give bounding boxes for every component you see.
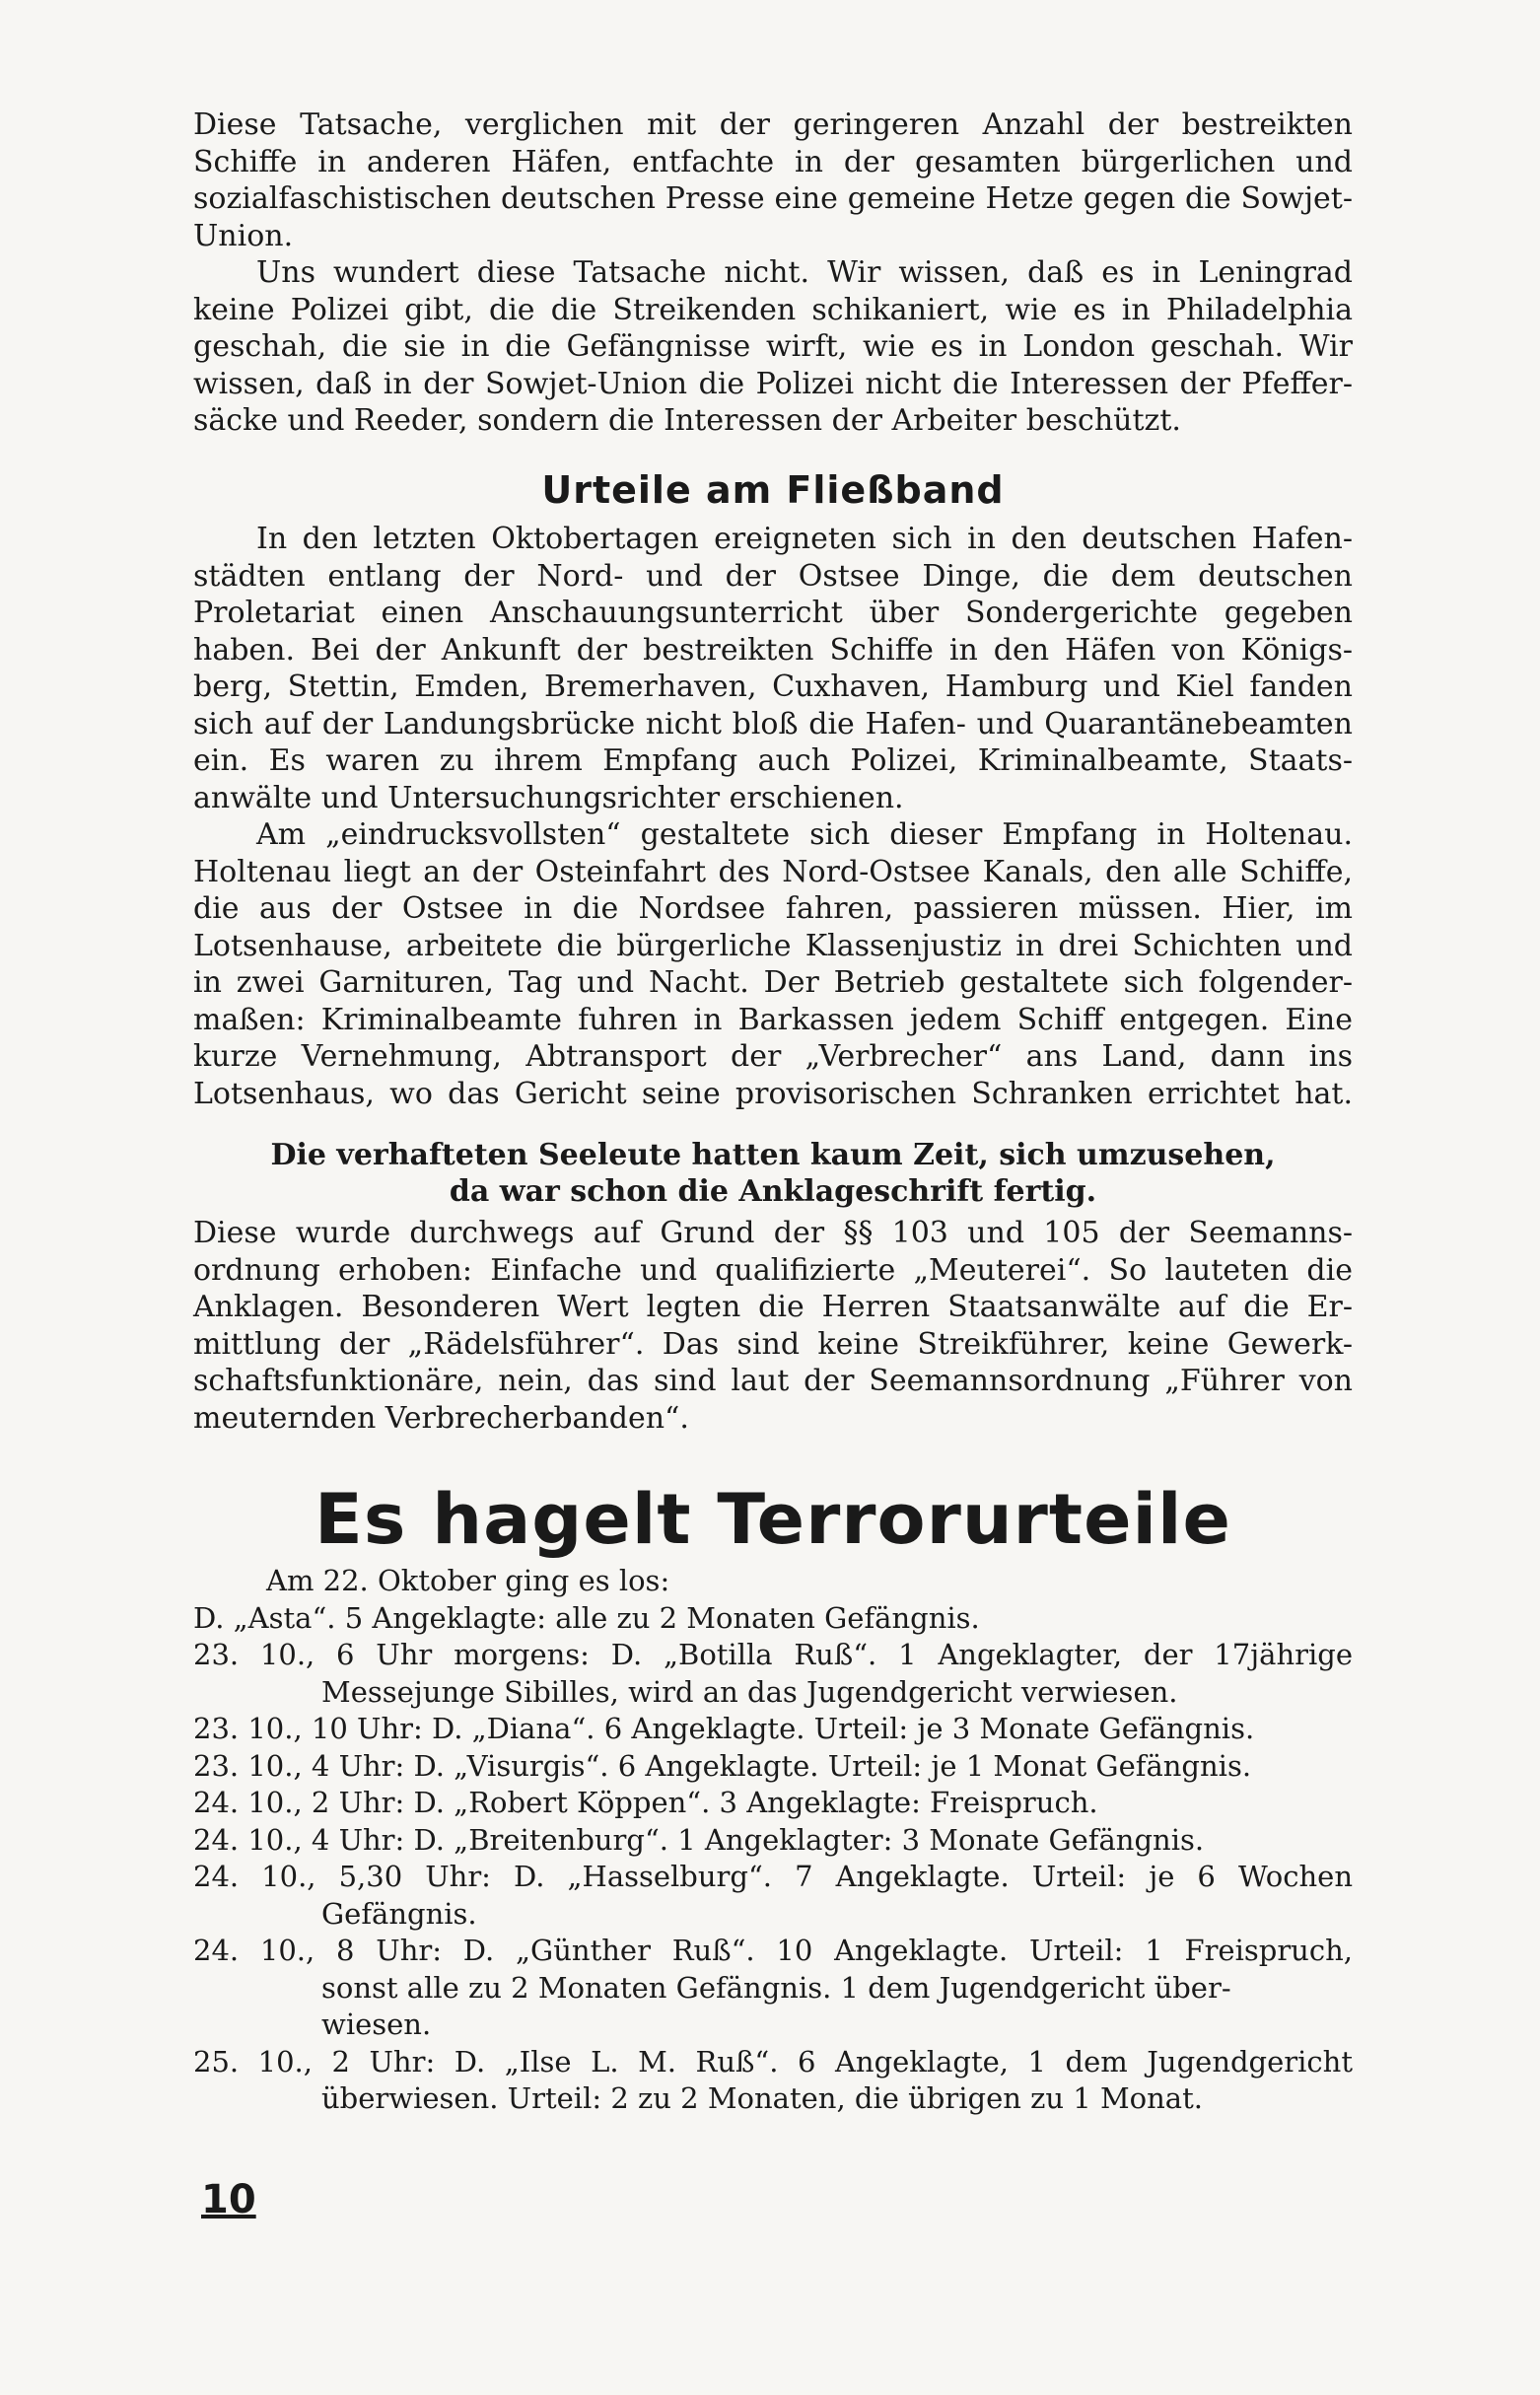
list-item: 24. 10., 5,30 Uhr: D. „Hasselburg“. 7 Angeklagte. Urteil: je 6 Wochen	[193, 1860, 1353, 1893]
paragraph-block-2	[193, 521, 1353, 1112]
section-heading-terrorurteile: Es hagelt Terrorurteile	[315, 1479, 1231, 1560]
list-item-continuation: sonst alle zu 2 Monaten Gefängnis. 1 dem Jugendgericht über-	[321, 1970, 1231, 2005]
list-intro: Am 22. Oktober ging es los:	[266, 1564, 670, 1597]
text-line: Lotsenhaus, wo das Gericht seine provisorischen Schranken errichtet hat.	[193, 1076, 1353, 1111]
paragraph-block-1	[193, 106, 1353, 440]
list-item-continuation: Messejunge Sibilles, wird an das Jugendgericht verwiesen.	[321, 1674, 1178, 1709]
text-line: anwälte und Untersuchungsrichter erschienen.	[193, 780, 904, 815]
text-line: haben. Bei der Ankunft der bestreikten Schiffe in den Häfen von Königs-	[193, 632, 1353, 668]
text-line: ordnung erhoben: Einfache und qualifizierte „Meuterei“. So lauteten die	[193, 1252, 1353, 1288]
callout-line: da war schon die Anklageschrift fertig.	[449, 1174, 1097, 1209]
list-item-continuation: wiesen.	[321, 2008, 432, 2041]
section-heading-urteile: Urteile am Fließband	[541, 468, 1005, 512]
list-item: 25. 10., 2 Uhr: D. „Ilse L. M. Ruß“. 6 Angeklagte, 1 dem Jugendgericht	[193, 2044, 1353, 2078]
list-item: 24. 10., 2 Uhr: D. „Robert Köppen“. 3 Angeklagte: Freispruch.	[193, 1786, 1098, 1819]
text-line: schaftsfunktionäre, nein, das sind laut der Seemannsordnung „Führer von	[193, 1364, 1353, 1398]
list-item-continuation: Gefängnis.	[321, 1896, 477, 1931]
bold-callout	[193, 1137, 1353, 1210]
text-line: Am „eindrucksvollsten“ gestaltete sich dieser Empfang in Holtenau.	[256, 817, 1353, 852]
text-line: Diese Tatsache, verglichen mit der geringeren Anzahl der bestreikten	[193, 107, 1353, 142]
text-line: meuternden Verbrecherbanden“.	[193, 1400, 689, 1436]
text-line: berg, Stettin, Emden, Bremerhaven, Cuxhaven, Hamburg und Kiel fanden	[193, 669, 1353, 704]
text-line: Holtenau liegt an der Osteinfahrt des Nord-Ostsee Kanals, den alle Schiffe,	[193, 854, 1353, 889]
text-line: kurze Vernehmung, Abtransport der „Verbrecher“ ans Land, dann ins	[193, 1039, 1353, 1074]
text-line: Schiffe in anderen Häfen, entfachte in der gesamten bürgerlichen und	[193, 144, 1353, 179]
text-line: sich auf der Landungsbrücke nicht bloß die Hafen- und Quarantänebeamten	[193, 706, 1353, 741]
text-line: Proletariat einen Anschauungsunterricht über Sondergerichte gegeben	[193, 596, 1353, 630]
text-line: Diese wurde durchwegs auf Grund der §§ 103 und 105 der Seemanns-	[193, 1216, 1353, 1250]
text-line: in zwei Garnituren, Tag und Nacht. Der Betrieb gestaltete sich folgender-	[193, 965, 1353, 1000]
text-line: In den letzten Oktobertagen ereigneten sich in den deutschen Hafen-	[256, 522, 1353, 556]
text-line: geschah, die sie in die Gefängnisse wirft, wie es in London geschah. Wir	[193, 329, 1353, 364]
list-item: 24. 10., 4 Uhr: D. „Breitenburg“. 1 Angeklagter: 3 Monate Gefängnis.	[193, 1822, 1205, 1857]
list-item: 24. 10., 8 Uhr: D. „Günther Ruß“. 10 Angeklagte. Urteil: 1 Freispruch,	[193, 1934, 1353, 1967]
callout-line: Die verhafteten Seeleute hatten kaum Zeit, sich umzusehen,	[270, 1138, 1276, 1172]
text-line: ein. Es waren zu ihrem Empfang auch Polizei, Kriminalbeamte, Staats-	[193, 743, 1353, 778]
list-item: 23. 10., 10 Uhr: D. „Diana“. 6 Angeklagte. Urteil: je 3 Monate Gefängnis.	[193, 1712, 1255, 1745]
text-line: keine Polizei gibt, die die Streikenden schikaniert, wie es in Philadelphia	[193, 292, 1353, 327]
text-line: maßen: Kriminalbeamte fuhren in Barkassen jedem Schiff entgegen. Eine	[193, 1002, 1353, 1037]
verdict-list	[193, 1563, 1353, 2118]
text-line: Union.	[193, 218, 294, 253]
text-line: die aus der Ostsee in die Nordsee fahren, passieren müssen. Hier, im	[193, 891, 1353, 926]
text-line: Lotsenhause, arbeitete die bürgerliche Klassenjustiz in drei Schichten und	[193, 928, 1353, 963]
text-line: säcke und Reeder, sondern die Interessen der Arbeiter beschützt.	[193, 403, 1181, 438]
list-item: 23. 10., 6 Uhr morgens: D. „Botilla Ruß“. 1 Angeklagter, der 17jährige	[193, 1638, 1353, 1671]
list-item: 23. 10., 4 Uhr: D. „Visurgis“. 6 Angeklagte. Urteil: je 1 Monat Gefängnis.	[193, 1748, 1252, 1783]
paragraph-block-3	[193, 1215, 1353, 1437]
list-item: D. „Asta“. 5 Angeklagte: alle zu 2 Monaten Gefängnis.	[193, 1600, 980, 1635]
text-line: städten entlang der Nord- und der Ostsee Dinge, die dem deutschen	[193, 558, 1353, 594]
text-line: wissen, daß in der Sowjet-Union die Polizei nicht die Interessen der Pfeffer-	[193, 366, 1353, 401]
list-item-continuation: überwiesen. Urteil: 2 zu 2 Monaten, die übrigen zu 1 Monat.	[321, 2081, 1203, 2115]
text-line: mittlung der „Rädelsführer“. Das sind keine Streikführer, keine Gewerk-	[193, 1326, 1353, 1362]
text-line: Anklagen. Besonderen Wert legten die Herren Staatsanwälte auf die Er-	[193, 1290, 1353, 1324]
text-line: Uns wundert diese Tatsache nicht. Wir wissen, daß es in Leningrad	[256, 255, 1353, 290]
page-number: 10	[201, 2177, 256, 2222]
text-line: sozialfaschistischen deutschen Presse eine gemeine Hetze gegen die Sowjet-	[193, 181, 1353, 216]
